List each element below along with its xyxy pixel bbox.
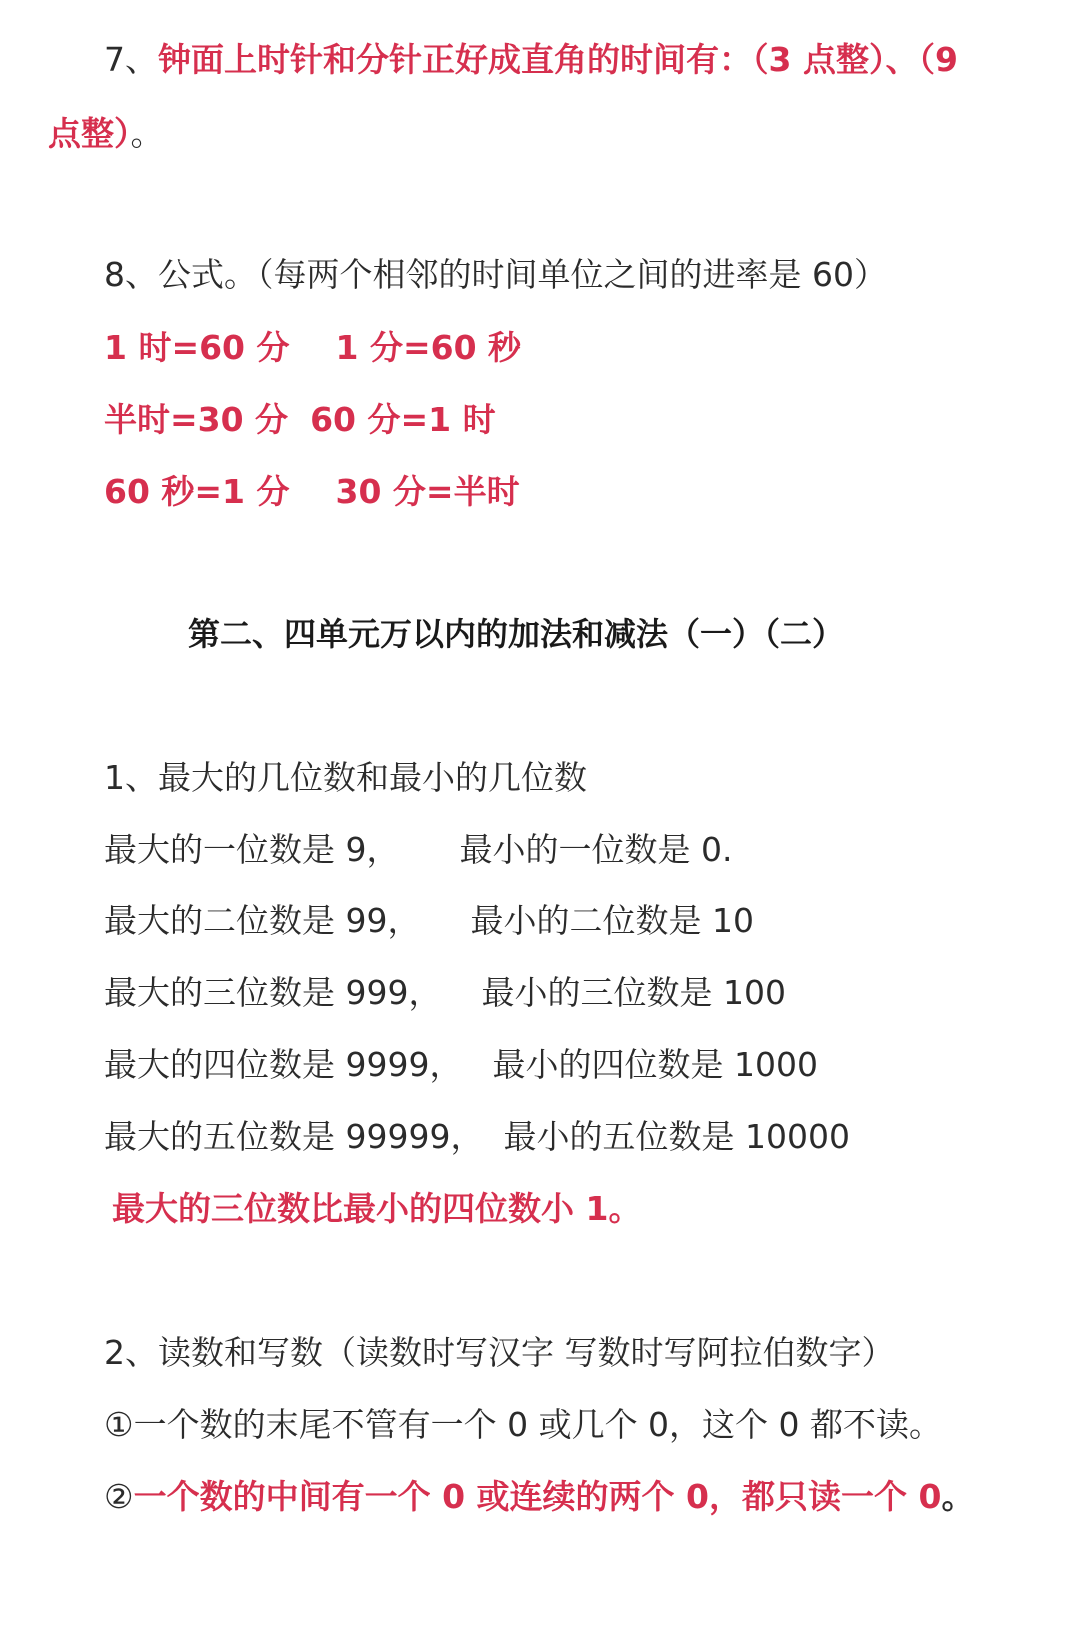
rule-1 bbox=[104, 1403, 942, 1447]
min-number-text: 最小的四位数是 1000 bbox=[492, 1045, 818, 1084]
formula-left: 60 秒=1 分 bbox=[104, 472, 290, 511]
max-number-text: 最大的二位数是 99， bbox=[104, 901, 421, 940]
max-number-text: 最大的五位数是 99999， bbox=[104, 1117, 484, 1156]
item-1-note: 最大的三位数比最小的四位数小 1。 bbox=[112, 1189, 642, 1228]
digit-row bbox=[104, 1115, 850, 1159]
digit-row bbox=[104, 1043, 818, 1087]
digit-row bbox=[104, 899, 754, 943]
item-1-title: 1、最大的几位数和最小的几位数 bbox=[104, 758, 587, 797]
section-7-end: 。 bbox=[130, 114, 164, 153]
digit-row bbox=[104, 828, 732, 872]
min-number-text: 最小的五位数是 10000 bbox=[503, 1117, 850, 1156]
max-number-text: 最大的三位数是 999， bbox=[104, 973, 442, 1012]
max-number-text: 最大的四位数是 9999， bbox=[104, 1045, 463, 1084]
formula-row bbox=[104, 326, 521, 370]
item-2-title: 2、读数和写数（读数时写汉字 写数时写阿拉伯数字） bbox=[104, 1333, 895, 1372]
formula-row bbox=[104, 470, 520, 514]
rule-2-text: 一个数的中间有一个 0 或连续的两个 0，都只读一个 0 bbox=[133, 1477, 942, 1516]
formula-right: 30 分=半时 bbox=[335, 472, 520, 511]
formula-left: 半时=30 分 bbox=[104, 400, 289, 439]
circled-two-marker: ② bbox=[104, 1477, 134, 1516]
section-8-title: 8、公式。（每两个相邻的时间单位之间的进率是 60） bbox=[104, 255, 887, 294]
rule-2 bbox=[104, 1475, 974, 1519]
min-number-text: 最小的三位数是 100 bbox=[481, 973, 786, 1012]
formula-right: 1 分=60 秒 bbox=[335, 328, 522, 367]
max-number-text: 最大的一位数是 9， bbox=[104, 830, 400, 869]
circled-one-marker: ① bbox=[104, 1405, 134, 1444]
min-number-text: 最小的二位数是 10 bbox=[470, 901, 754, 940]
digit-row bbox=[104, 971, 786, 1015]
formula-left: 1 时=60 分 bbox=[104, 328, 290, 367]
section-7-text-line2: 点整） bbox=[48, 114, 131, 153]
rule-2-end: 。 bbox=[941, 1477, 975, 1516]
section-7-number: 7、 bbox=[104, 40, 158, 79]
unit-heading: 第二、四单元万以内的加法和减法（一）（二） bbox=[188, 615, 845, 653]
section-7-line1 bbox=[104, 38, 958, 82]
min-number-text: 最小的一位数是 0. bbox=[459, 830, 733, 869]
section-7-text-line1: 钟面上时针和分针正好成直角的时间有：（3 点整）、（9 bbox=[158, 40, 958, 79]
section-7-line2 bbox=[48, 112, 164, 156]
rule-1-text: 一个数的末尾不管有一个 0 或几个 0，这个 0 都不读。 bbox=[133, 1405, 943, 1444]
formula-row bbox=[104, 398, 496, 442]
formula-right: 60 分=1 时 bbox=[310, 400, 496, 439]
